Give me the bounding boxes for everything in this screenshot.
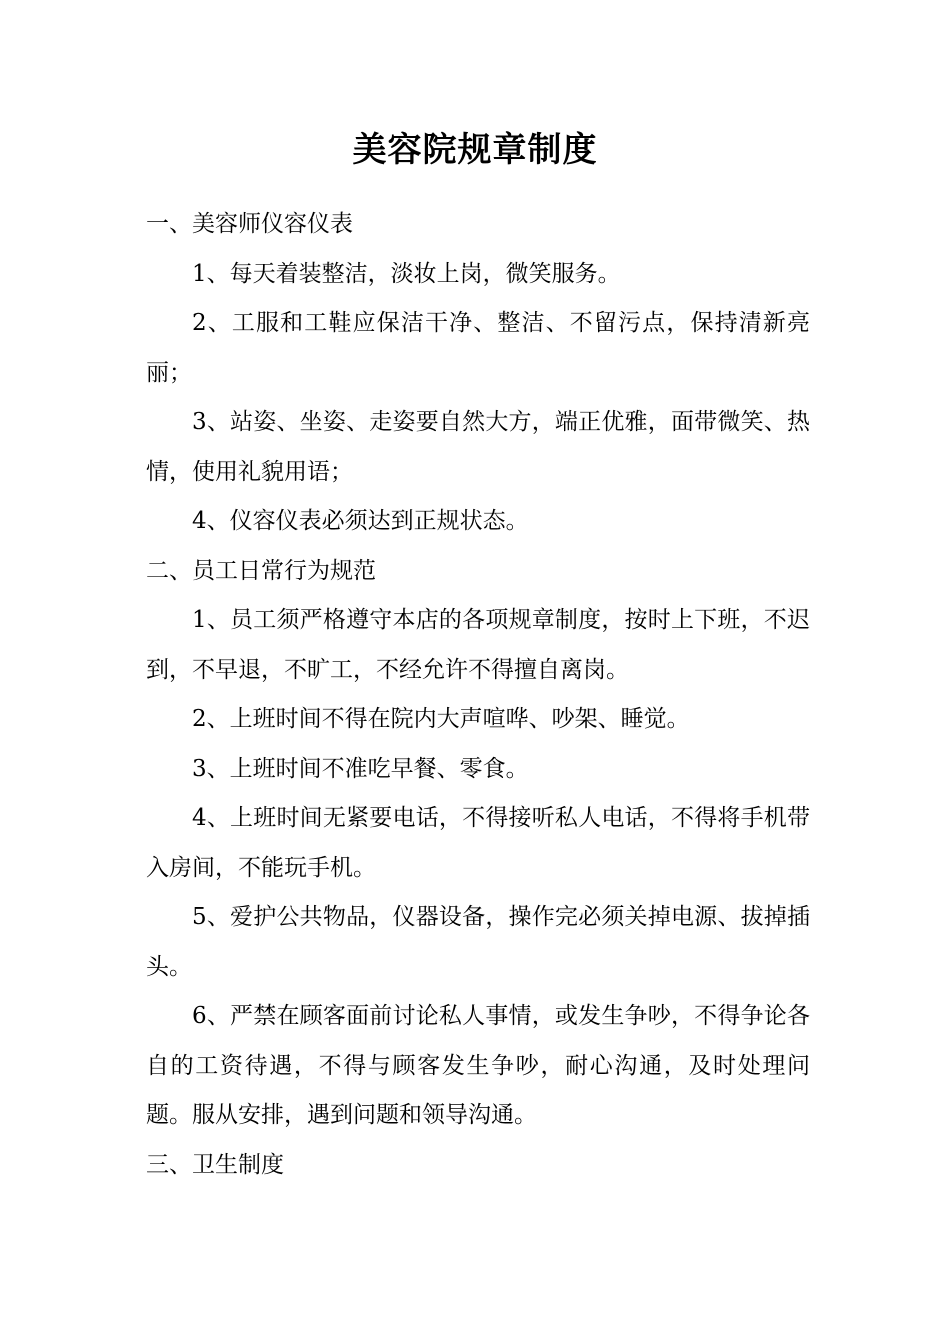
rule-item: 5、爱护公共物品，仪器设备，操作完必须关掉电源、拔掉插头。 bbox=[146, 904, 810, 980]
rule-item: 1、每天着装整洁，淡妆上岗，微笑服务。 bbox=[192, 260, 621, 287]
section-heading-hygiene: 三、卫生制度 bbox=[146, 1151, 284, 1178]
section-heading-conduct: 二、员工日常行为规范 bbox=[146, 557, 376, 584]
rule-item: 6、严禁在顾客面前讨论私人事情，或发生争吵，不得争论各自的工资待遇，不得与顾客发生争吵，耐心沟通，及时处理问题。服从安排，遇到问题和领导沟通。 bbox=[146, 1003, 810, 1128]
rule-item: 3、站姿、坐姿、走姿要自然大方，端正优雅，面带微笑、热情，使用礼貌用语； bbox=[146, 409, 810, 485]
rule-item: 4、仪容仪表必须达到正规状态。 bbox=[192, 508, 529, 534]
rule-item: 2、工服和工鞋应保洁干净、整洁、不留污点，保持清新亮丽； bbox=[146, 310, 810, 386]
document-title: 美容院规章制度 bbox=[352, 130, 598, 170]
rule-item: 1、员工须严格遵守本店的各项规章制度，按时上下班，不迟到，不早退，不旷工，不经允许不得擅自离岗。 bbox=[146, 607, 810, 683]
rule-item: 2、上班时间不得在院内大声喧哗、吵架、睡觉。 bbox=[192, 706, 690, 732]
rule-item: 4、上班时间无紧要电话，不得接听私人电话，不得将手机带入房间，不能玩手机。 bbox=[146, 805, 810, 881]
section-heading-appearance: 一、美容师仪容仪表 bbox=[146, 211, 353, 237]
document-body bbox=[146, 200, 810, 1190]
rule-item: 3、上班时间不准吃早餐、零食。 bbox=[192, 755, 529, 782]
